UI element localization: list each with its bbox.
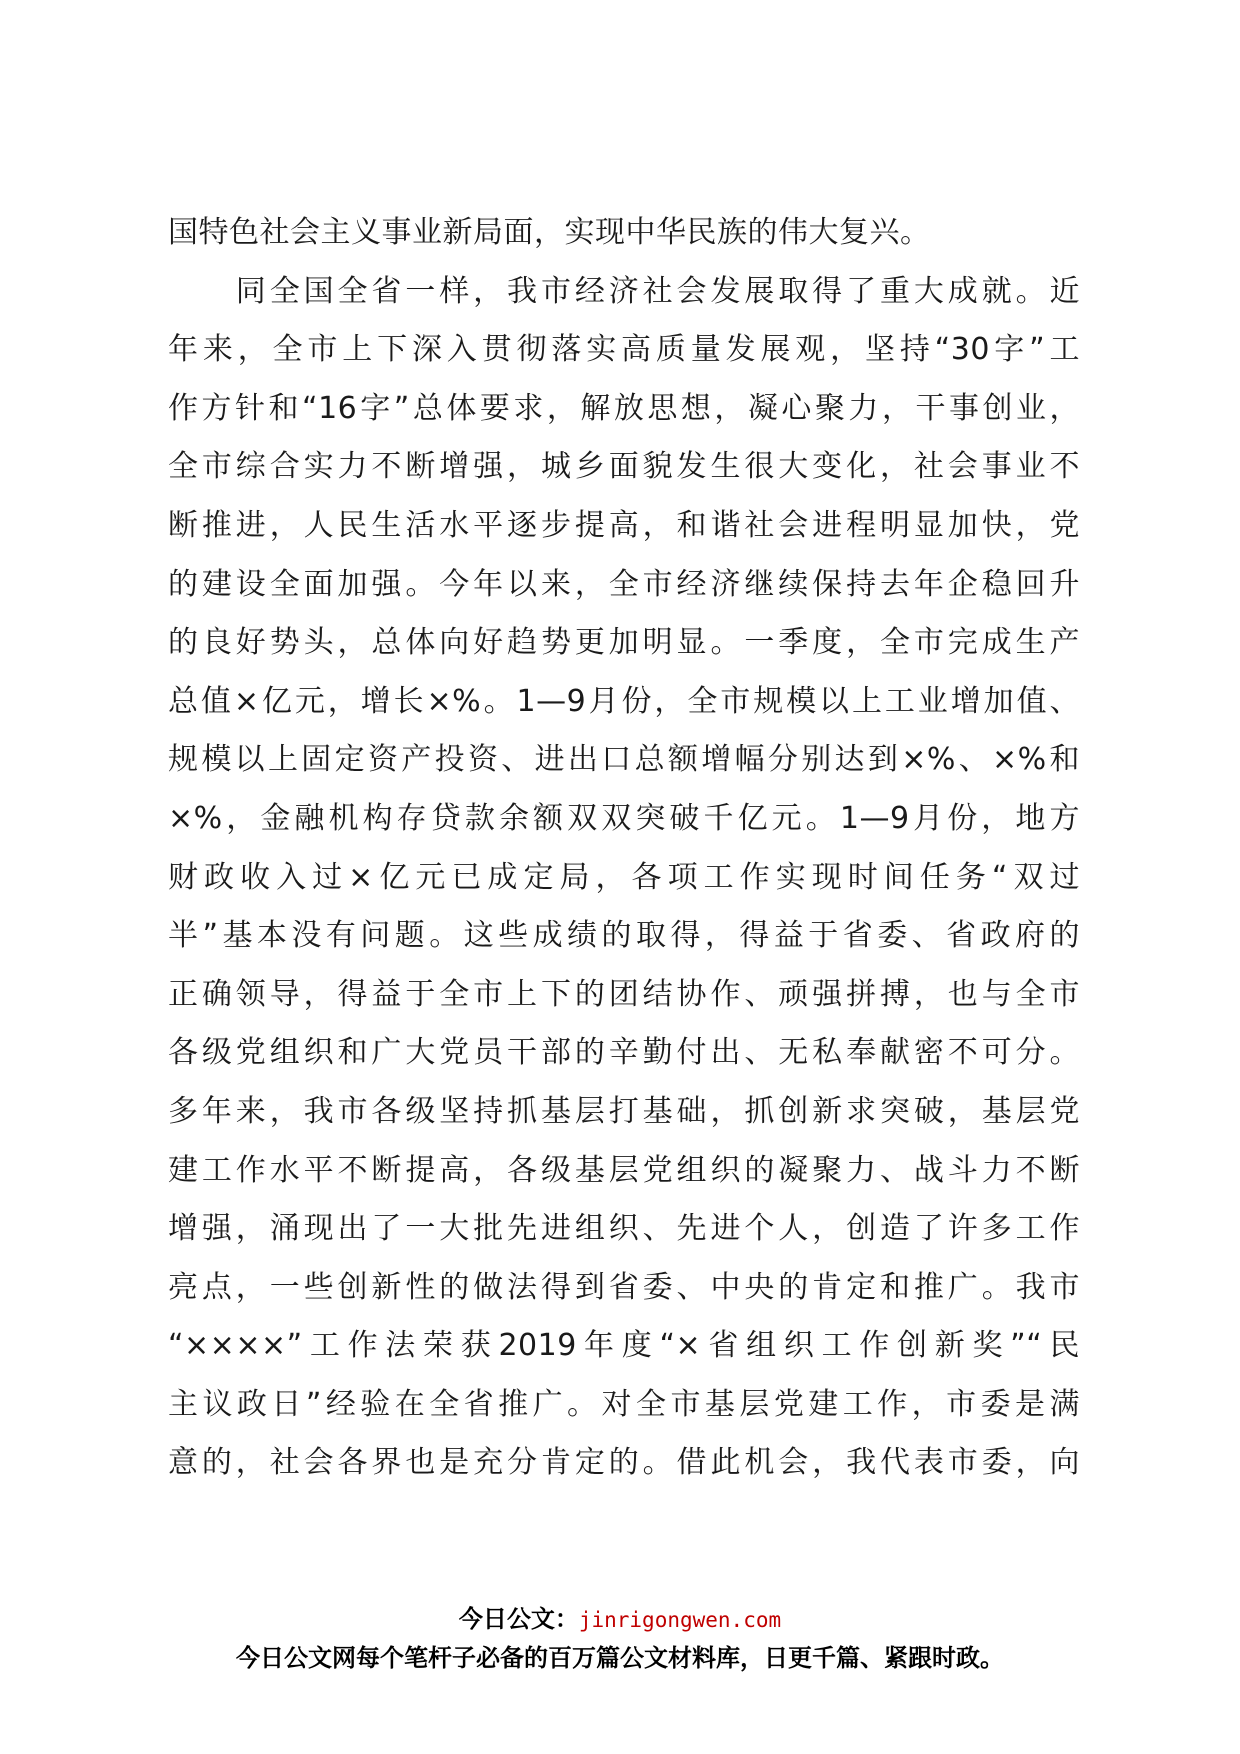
text-line: 作方针和“16字”总体要求，解放思想，凝心聚力，干事创业， <box>168 390 1080 426</box>
text-line: 财政收入过×亿元已成定局，各项工作实现时间任务“双过 <box>168 859 1080 895</box>
text-line: 断推进，人民生活水平逐步提高，和谐社会进程明显加快，党 <box>168 507 1080 543</box>
text-line: 年来，全市上下深入贯彻落实高质量发展观，坚持“30字”工 <box>168 332 1080 368</box>
text-line: 各级党组织和广大党员干部的辛勤付出、无私奉献密不可分。 <box>168 1035 1080 1071</box>
text-line: 意的，社会各界也是充分肯定的。借此机会，我代表市委，向 <box>168 1445 1080 1481</box>
text-line: 主议政日”经验在全省推广。对全市基层党建工作，市委是满 <box>168 1386 1080 1422</box>
text-line: 总值×亿元，增长×%。1—9月份，全市规模以上工业增加值、 <box>168 683 1080 719</box>
text-line: 多年来，我市各级坚持抓基层打基础，抓创新求突破，基层党 <box>168 1093 1080 1129</box>
text-line: 同全国全省一样，我市经济社会发展取得了重大成就。近 <box>168 273 1080 309</box>
text-line: 的良好势头，总体向好趋势更加明显。一季度，全市完成生产 <box>168 625 1080 661</box>
footer-site-label: 今日公文： <box>458 1605 579 1633</box>
text-line: 规模以上固定资产投资、进出口总额增幅分别达到×%、×%和 <box>168 742 1080 778</box>
text-line: 半”基本没有问题。这些成绩的取得，得益于省委、省政府的 <box>168 918 1080 954</box>
text-line: 的建设全面加强。今年以来，全市经济继续保持去年企稳回升 <box>168 566 1080 602</box>
footer-slogan: 今日公文网每个笔杆子必备的百万篇公文材料库，日更千篇、紧跟时政。 <box>236 1644 1004 1672</box>
text-line: 正确领导，得益于全市上下的团结协作、顽强拼搏，也与全市 <box>168 976 1080 1012</box>
text-line: 亮点，一些创新性的做法得到省委、中央的肯定和推广。我市 <box>168 1269 1080 1305</box>
text-line: ×%，金融机构存贷款余额双双突破千亿元。1—9月份，地方 <box>168 800 1080 836</box>
text-line: “××××”工作法荣获2019年度“×省组织工作创新奖”“民 <box>168 1328 1080 1364</box>
text-line: 增强，涌现出了一大批先进组织、先进个人，创造了许多工作 <box>168 1211 1080 1247</box>
footer-site-link[interactable]: jinrigongwen.com <box>578 1608 782 1632</box>
text-line: 全市综合实力不断增强，城乡面貌发生很大变化，社会事业不 <box>168 449 1080 485</box>
footer-site <box>0 1604 1240 1635</box>
document-body <box>168 204 1080 1493</box>
text-line: 建工作水平不断提高，各级基层党组织的凝聚力、战斗力不断 <box>168 1152 1080 1188</box>
text-line: 国特色社会主义事业新局面，实现中华民族的伟大复兴。 <box>168 215 931 250</box>
